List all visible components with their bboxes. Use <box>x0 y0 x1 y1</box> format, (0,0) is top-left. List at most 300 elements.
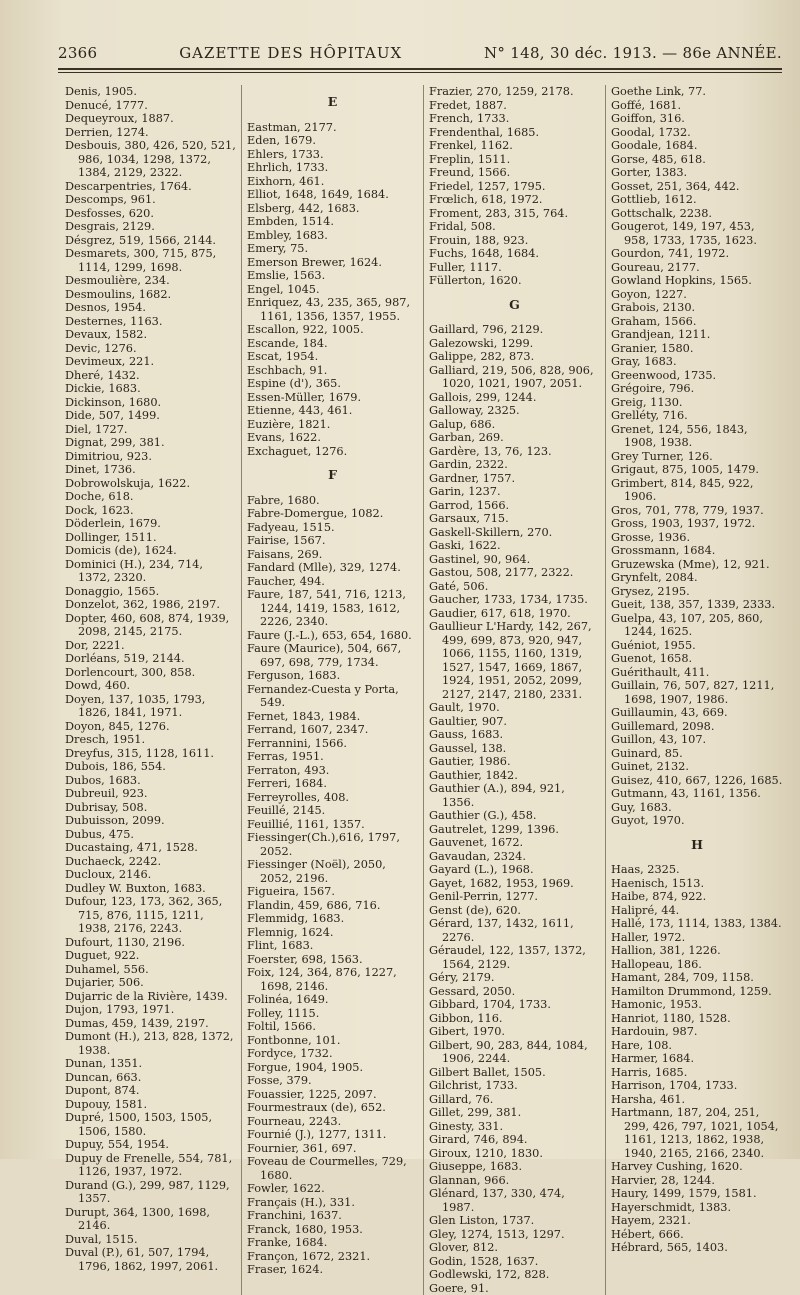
index-entry: Dignat, 299, 381. <box>65 436 236 450</box>
index-entry: Dorléans, 519, 2144. <box>65 652 236 666</box>
index-entry: Donzelot, 362, 1986, 2197. <box>65 598 236 612</box>
index-entry: Frenkel, 1162. <box>429 139 600 153</box>
index-column <box>424 85 606 1295</box>
index-entry: Flint, 1683. <box>247 939 418 953</box>
index-entry: Fournié (J.), 1277, 1311. <box>247 1128 418 1142</box>
index-entry: Embden, 1514. <box>247 215 418 229</box>
index-entry: Gayet, 1682, 1953, 1969. <box>429 877 600 891</box>
index-entry: Desbouis, 380, 426, 520, 521, 986, 1034, 1298, 1372, 1384, 2129, 2322. <box>65 139 236 180</box>
index-entry: Godlewski, 172, 828. <box>429 1268 600 1282</box>
index-entry: Gillard, 76. <box>429 1093 600 1107</box>
index-entry: Gorter, 1383. <box>611 166 783 180</box>
section-letter: H <box>611 838 783 852</box>
index-entry: Hayerschmidt, 1383. <box>611 1201 783 1215</box>
index-entry: Désgrez, 519, 1566, 2144. <box>65 234 236 248</box>
index-entry: Emslie, 1563. <box>247 269 418 283</box>
index-entry: Gourdon, 741, 1972. <box>611 247 783 261</box>
index-entry: Guinet, 2132. <box>611 760 783 774</box>
index-entry: Durupt, 364, 1300, 1698, 2146. <box>65 1206 236 1233</box>
index-entry: Garrod, 1566. <box>429 499 600 513</box>
index-entry: Gilchrist, 1733. <box>429 1079 600 1093</box>
index-entry: Froment, 283, 315, 764. <box>429 207 600 221</box>
index-entry: Essen-Müller, 1679. <box>247 391 418 405</box>
index-entry: Ginesty, 331. <box>429 1120 600 1134</box>
index-entry: Gaudier, 617, 618, 1970. <box>429 607 600 621</box>
index-entry: Grossmann, 1684. <box>611 544 783 558</box>
index-entry: Dufourt, 1130, 2196. <box>65 936 236 950</box>
index-entry: Gibbon, 116. <box>429 1012 600 1026</box>
index-entry: Dominici (H.), 234, 714, 1372, 2320. <box>65 558 236 585</box>
index-entry: Dupré, 1500, 1503, 1505, 1506, 1580. <box>65 1111 236 1138</box>
index-entry: Hartmann, 187, 204, 251, 299, 426, 797, 1021, 1054, 1161, 1213, 1862, 1938, 1940, 2165, 2166, 2340. <box>611 1106 783 1160</box>
index-entry: Godin, 1528, 1637. <box>429 1255 600 1269</box>
index-entry: Dupouy, 1581. <box>65 1098 236 1112</box>
index-entry: Gauss, 1683. <box>429 728 600 742</box>
index-entry: Dinet, 1736. <box>65 463 236 477</box>
index-entry: Gastinel, 90, 964. <box>429 553 600 567</box>
index-entry: Eden, 1679. <box>247 134 418 148</box>
index-entry: Dubrisay, 508. <box>65 801 236 815</box>
index-entry: Gruzewska (Mme), 12, 921. <box>611 558 783 572</box>
index-entry: Grynfelt, 2084. <box>611 571 783 585</box>
index-entry: Espine (d'), 365. <box>247 377 418 391</box>
index-entry: Emery, 75. <box>247 242 418 256</box>
index-entry: Guenot, 1658. <box>611 652 783 666</box>
index-entry: Greig, 1130. <box>611 396 783 410</box>
index-entry: Genil-Perrin, 1277. <box>429 890 600 904</box>
index-entry: Galliard, 219, 506, 828, 906, 1020, 1021, 1907, 2051. <box>429 364 600 391</box>
index-entry: Ferguson, 1683. <box>247 669 418 683</box>
index-entry: Gauthier (G.), 458. <box>429 809 600 823</box>
index-columns <box>60 85 788 1157</box>
index-entry: Glénard, 137, 330, 474, 1987. <box>429 1187 600 1214</box>
index-entry: Gros, 701, 778, 779, 1937. <box>611 504 783 518</box>
index-entry: Dumont (H.), 213, 828, 1372, 1938. <box>65 1030 236 1057</box>
index-entry: Enriquez, 43, 235, 365, 987, 1161, 1356, 1357, 1955. <box>247 296 418 323</box>
index-entry: Fournier, 361, 697. <box>247 1142 418 1156</box>
index-entry: Dowd, 460. <box>65 679 236 693</box>
index-entry: Etienne, 443, 461. <box>247 404 418 418</box>
index-entry: Gardère, 13, 76, 123. <box>429 445 600 459</box>
index-entry: Dorlencourt, 300, 858. <box>65 666 236 680</box>
index-entry: Gottlieb, 1612. <box>611 193 783 207</box>
index-entry: Hamilton Drummond, 1259. <box>611 985 783 999</box>
index-entry: Desmoulière, 234. <box>65 274 236 288</box>
index-entry: Freund, 1566. <box>429 166 600 180</box>
index-entry: Fredet, 1887. <box>429 99 600 113</box>
index-entry: Foveau de Courmelles, 729, 1680. <box>247 1155 418 1182</box>
index-entry: Dollinger, 1511. <box>65 531 236 545</box>
index-entry: Gallois, 299, 1244. <box>429 391 600 405</box>
index-entry: Gosset, 251, 364, 442. <box>611 180 783 194</box>
index-entry: Dubois, 186, 554. <box>65 760 236 774</box>
index-entry: Friedel, 1257, 1795. <box>429 180 600 194</box>
index-entry: Galloway, 2325. <box>429 404 600 418</box>
index-entry: Gardin, 2322. <box>429 458 600 472</box>
index-entry: Guéniot, 1955. <box>611 639 783 653</box>
index-entry: Gauthier, 1842. <box>429 769 600 783</box>
index-entry: Goere, 91. <box>429 1282 600 1295</box>
index-entry: Desnos, 1954. <box>65 301 236 315</box>
index-entry: Fosse, 379. <box>247 1074 418 1088</box>
index-entry: Fuller, 1117. <box>429 261 600 275</box>
index-entry: Gibbard, 1704, 1733. <box>429 998 600 1012</box>
index-entry: Figueira, 1567. <box>247 885 418 899</box>
index-entry: Dobrowolskuja, 1622. <box>65 477 236 491</box>
index-entry: Devimeux, 221. <box>65 355 236 369</box>
index-entry: Goureau, 2177. <box>611 261 783 275</box>
index-entry: Greenwood, 1735. <box>611 369 783 383</box>
index-entry: Faure, 187, 541, 716, 1213, 1244, 1419, 1583, 1612, 2226, 2340. <box>247 588 418 629</box>
index-entry: Ducastaing, 471, 1528. <box>65 841 236 855</box>
index-entry: Escat, 1954. <box>247 350 418 364</box>
index-entry: Harmer, 1684. <box>611 1052 783 1066</box>
issue-info: N° 148, 30 déc. 1913. — 86e ANNÉE. <box>484 44 782 62</box>
index-entry: Gaskell-Skillern, 270. <box>429 526 600 540</box>
index-entry: Doyen, 137, 1035, 1793, 1826, 1841, 1971. <box>65 693 236 720</box>
index-entry: Grégoire, 796. <box>611 382 783 396</box>
index-entry: Fowler, 1622. <box>247 1182 418 1196</box>
index-entry: Ferreri, 1684. <box>247 777 418 791</box>
index-entry: Grelléty, 716. <box>611 409 783 423</box>
index-entry: Gastou, 508, 2177, 2322. <box>429 566 600 580</box>
index-entry: Haury, 1499, 1579, 1581. <box>611 1187 783 1201</box>
index-entry: Desfosses, 620. <box>65 207 236 221</box>
index-entry: Ducloux, 2146. <box>65 868 236 882</box>
index-entry: Grimbert, 814, 845, 922, 1906. <box>611 477 783 504</box>
index-entry: French, 1733. <box>429 112 600 126</box>
index-entry: Eastman, 2177. <box>247 121 418 135</box>
index-entry: Dufour, 123, 173, 362, 365, 715, 876, 1115, 1211, 1938, 2176, 2243. <box>65 895 236 936</box>
index-entry: Dheré, 1432. <box>65 369 236 383</box>
index-entry: Graham, 1566. <box>611 315 783 329</box>
index-entry: Evans, 1622. <box>247 431 418 445</box>
header-double-rule <box>58 68 782 75</box>
index-entry: Frouin, 188, 923. <box>429 234 600 248</box>
index-entry: Dide, 507, 1499. <box>65 409 236 423</box>
index-entry: Escande, 184. <box>247 337 418 351</box>
index-entry: Dickinson, 1680. <box>65 396 236 410</box>
index-entry: Devic, 1276. <box>65 342 236 356</box>
index-entry: Granier, 1580. <box>611 342 783 356</box>
index-entry: Fabre-Domergue, 1082. <box>247 507 418 521</box>
index-entry: Françon, 1672, 2321. <box>247 1250 418 1264</box>
index-entry: Gueit, 138, 357, 1339, 2333. <box>611 598 783 612</box>
index-entry: Foerster, 698, 1563. <box>247 953 418 967</box>
index-entry: Français (H.), 331. <box>247 1196 418 1210</box>
index-entry: Fandard (Mlle), 329, 1274. <box>247 561 418 575</box>
index-entry: Dupont, 874. <box>65 1084 236 1098</box>
index-entry: Gottschalk, 2238. <box>611 207 783 221</box>
index-entry: Goodale, 1684. <box>611 139 783 153</box>
index-entry: Ferrand, 1607, 2347. <box>247 723 418 737</box>
index-entry: Durand (G.), 299, 987, 1129, 1357. <box>65 1179 236 1206</box>
index-entry: Dreyfus, 315, 1128, 1611. <box>65 747 236 761</box>
index-entry: Haibe, 874, 922. <box>611 890 783 904</box>
index-entry: Harvey Cushing, 1620. <box>611 1160 783 1174</box>
index-entry: Gray, 1683. <box>611 355 783 369</box>
index-entry: Guyot, 1970. <box>611 814 783 828</box>
index-entry: Dudley W. Buxton, 1683. <box>65 882 236 896</box>
index-entry: Folley, 1115. <box>247 1007 418 1021</box>
index-entry: Fiessinger(Ch.),616, 1797, 2052. <box>247 831 418 858</box>
index-entry: Glannan, 966. <box>429 1174 600 1188</box>
index-entry: Grenet, 124, 556, 1843, 1908, 1938. <box>611 423 783 450</box>
index-entry: Genst (de), 620. <box>429 904 600 918</box>
index-entry: Ferraton, 493. <box>247 764 418 778</box>
index-entry: Franchini, 1637. <box>247 1209 418 1223</box>
index-entry: Hébrard, 565, 1403. <box>611 1241 783 1255</box>
index-entry: Flemmidg, 1683. <box>247 912 418 926</box>
index-entry: Faisans, 269. <box>247 548 418 562</box>
index-entry: Gautrelet, 1299, 1396. <box>429 823 600 837</box>
index-entry: Gaultier, 907. <box>429 715 600 729</box>
index-entry: Gutmann, 43, 1161, 1356. <box>611 787 783 801</box>
index-entry: Dubreuil, 923. <box>65 787 236 801</box>
index-entry: Grabois, 2130. <box>611 301 783 315</box>
index-entry: Grandjean, 1211. <box>611 328 783 342</box>
index-entry: Guillaumin, 43, 669. <box>611 706 783 720</box>
index-entry: Exchaguet, 1276. <box>247 445 418 459</box>
index-entry: Fridal, 508. <box>429 220 600 234</box>
index-entry: Fiessinger (Noël), 2050, 2052, 2196. <box>247 858 418 885</box>
index-entry: Gault, 1970. <box>429 701 600 715</box>
index-entry: Frœlich, 618, 1972. <box>429 193 600 207</box>
index-entry: Hare, 108. <box>611 1039 783 1053</box>
index-entry: Guillemard, 2098. <box>611 720 783 734</box>
index-entry: Diel, 1727. <box>65 423 236 437</box>
page-number: 2366 <box>58 44 97 62</box>
index-entry: Franck, 1680, 1953. <box>247 1223 418 1237</box>
index-entry: Gross, 1903, 1937, 1972. <box>611 517 783 531</box>
index-entry: Dupuy, 554, 1954. <box>65 1138 236 1152</box>
index-entry: Dubos, 1683. <box>65 774 236 788</box>
index-entry: Eixhorn, 461. <box>247 175 418 189</box>
index-entry: Goodal, 1732. <box>611 126 783 140</box>
index-entry: Flemnig, 1624. <box>247 926 418 940</box>
index-entry: Ferras, 1951. <box>247 750 418 764</box>
index-entry: Gaullieur L'Hardy, 142, 267, 499, 699, 873, 920, 947, 1066, 1155, 1160, 1319, 1527, 1547, 1669, 1867, 1924, 1951, 2052, 2099, 2127, 2147, 2180, 2331. <box>429 620 600 701</box>
section-letter: F <box>247 468 418 482</box>
section-letter: E <box>247 95 418 109</box>
index-entry: Desmarets, 300, 715, 875, 1114, 1299, 1698. <box>65 247 236 274</box>
index-entry: Gley, 1274, 1513, 1297. <box>429 1228 600 1242</box>
index-entry: Goethe Link, 77. <box>611 85 783 99</box>
index-entry: Girard, 746, 894. <box>429 1133 600 1147</box>
index-entry: Fordyce, 1732. <box>247 1047 418 1061</box>
index-entry: Elliot, 1648, 1649, 1684. <box>247 188 418 202</box>
index-entry: Forgue, 1904, 1905. <box>247 1061 418 1075</box>
index-entry: Hallé, 173, 1114, 1383, 1384. <box>611 917 783 931</box>
index-entry: Goyon, 1227. <box>611 288 783 302</box>
index-entry: Gauthier (A.), 894, 921, 1356. <box>429 782 600 809</box>
index-entry: Dubuisson, 2099. <box>65 814 236 828</box>
index-entry: Hanriot, 1180, 1528. <box>611 1012 783 1026</box>
index-entry: Donaggio, 1565. <box>65 585 236 599</box>
index-entry: Fairise, 1567. <box>247 534 418 548</box>
index-entry: Gibert, 1970. <box>429 1025 600 1039</box>
index-entry: Dickie, 1683. <box>65 382 236 396</box>
index-entry: Halipré, 44. <box>611 904 783 918</box>
index-entry: Galippe, 282, 873. <box>429 350 600 364</box>
index-entry: Döderlein, 1679. <box>65 517 236 531</box>
index-entry: Gaski, 1622. <box>429 539 600 553</box>
index-entry: Desternes, 1163. <box>65 315 236 329</box>
section-letter: G <box>429 298 600 312</box>
running-header <box>58 40 782 66</box>
index-entry: Dujarric de la Rivière, 1439. <box>65 990 236 1004</box>
index-entry: Füllerton, 1620. <box>429 274 600 288</box>
index-entry: Dequeyroux, 1887. <box>65 112 236 126</box>
index-entry: Galezowski, 1299. <box>429 337 600 351</box>
index-entry: Fourmestraux (de), 652. <box>247 1101 418 1115</box>
index-entry: Dujon, 1793, 1971. <box>65 1003 236 1017</box>
index-entry: Gavaudan, 2324. <box>429 850 600 864</box>
index-entry: Devaux, 1582. <box>65 328 236 342</box>
index-entry: Frendenthal, 1685. <box>429 126 600 140</box>
index-entry: Gauvenet, 1672. <box>429 836 600 850</box>
index-entry: Fouassier, 1225, 2097. <box>247 1088 418 1102</box>
index-entry: Goffé, 1681. <box>611 99 783 113</box>
index-entry: Flandin, 459, 686, 716. <box>247 899 418 913</box>
index-entry: Doyon, 845, 1276. <box>65 720 236 734</box>
index-entry: Gougerot, 149, 197, 453, 958, 1733, 1735, 1623. <box>611 220 783 247</box>
index-entry: Hardouin, 987. <box>611 1025 783 1039</box>
index-entry: Duguet, 922. <box>65 949 236 963</box>
index-entry: Foix, 124, 364, 876, 1227, 1698, 2146. <box>247 966 418 993</box>
index-entry: Euzière, 1821. <box>247 418 418 432</box>
index-entry: Glover, 812. <box>429 1241 600 1255</box>
index-entry: Dubus, 475. <box>65 828 236 842</box>
index-entry: Foltil, 1566. <box>247 1020 418 1034</box>
index-entry: Faure (J.-L.), 653, 654, 1680. <box>247 629 418 643</box>
index-entry: Haller, 1972. <box>611 931 783 945</box>
index-entry: Garsaux, 715. <box>429 512 600 526</box>
index-entry: Franke, 1684. <box>247 1236 418 1250</box>
index-entry: Goiffon, 316. <box>611 112 783 126</box>
index-entry: Dupuy de Frenelle, 554, 781, 1126, 1937, 1972. <box>65 1152 236 1179</box>
index-entry: Grey Turner, 126. <box>611 450 783 464</box>
index-entry: Hallopeau, 186. <box>611 958 783 972</box>
index-entry: Feuillé, 2145. <box>247 804 418 818</box>
index-entry: Dunan, 1351. <box>65 1057 236 1071</box>
index-entry: Dopter, 460, 608, 874, 1939, 2098, 2145, 2175. <box>65 612 236 639</box>
index-entry: Desmoulins, 1682. <box>65 288 236 302</box>
index-entry: Doche, 618. <box>65 490 236 504</box>
index-entry: Hallion, 381, 1226. <box>611 944 783 958</box>
index-entry: Gilbert Ballet, 1505. <box>429 1066 600 1080</box>
index-entry: Grigaut, 875, 1005, 1479. <box>611 463 783 477</box>
index-entry: Gorse, 485, 618. <box>611 153 783 167</box>
index-entry: Garban, 269. <box>429 431 600 445</box>
index-entry: Fuchs, 1648, 1684. <box>429 247 600 261</box>
index-column <box>242 85 424 1295</box>
index-entry: Galup, 686. <box>429 418 600 432</box>
index-entry: Denucé, 1777. <box>65 99 236 113</box>
index-entry: Fernandez-Cuesta y Porta, 549. <box>247 683 418 710</box>
index-entry: Gautier, 1986. <box>429 755 600 769</box>
index-entry: Fourneau, 2243. <box>247 1115 418 1129</box>
index-entry: Duval (P.), 61, 507, 1794, 1796, 1862, 1997, 2061. <box>65 1246 236 1273</box>
index-entry: Descarpentries, 1764. <box>65 180 236 194</box>
index-entry: Dor, 2221. <box>65 639 236 653</box>
index-entry: Domicis (de), 1624. <box>65 544 236 558</box>
index-entry: Faucher, 494. <box>247 575 418 589</box>
index-entry: Gaucher, 1733, 1734, 1735. <box>429 593 600 607</box>
index-entry: Fontbonne, 101. <box>247 1034 418 1048</box>
index-entry: Freplin, 1511. <box>429 153 600 167</box>
index-entry: Haenisch, 1513. <box>611 877 783 891</box>
index-entry: Gaillard, 796, 2129. <box>429 323 600 337</box>
index-entry: Gérard, 137, 1432, 1611, 2276. <box>429 917 600 944</box>
index-entry: Faure (Maurice), 504, 667, 697, 698, 779, 1734. <box>247 642 418 669</box>
index-entry: Guinard, 85. <box>611 747 783 761</box>
index-entry: Hayem, 2321. <box>611 1214 783 1228</box>
index-entry: Gilbert, 90, 283, 844, 1084, 1906, 2244. <box>429 1039 600 1066</box>
index-entry: Emerson Brewer, 1624. <box>247 256 418 270</box>
index-entry: Fraser, 1624. <box>247 1263 418 1277</box>
index-entry: Géry, 2179. <box>429 971 600 985</box>
index-entry: Feuillié, 1161, 1357. <box>247 818 418 832</box>
index-entry: Dresch, 1951. <box>65 733 236 747</box>
index-entry: Eschbach, 91. <box>247 364 418 378</box>
index-entry: Grosse, 1936. <box>611 531 783 545</box>
index-entry: Guy, 1683. <box>611 801 783 815</box>
index-entry: Duhamel, 556. <box>65 963 236 977</box>
index-entry: Harrison, 1704, 1733. <box>611 1079 783 1093</box>
index-entry: Harvier, 28, 1244. <box>611 1174 783 1188</box>
index-entry: Harris, 1685. <box>611 1066 783 1080</box>
index-entry: Garin, 1237. <box>429 485 600 499</box>
index-entry: Giroux, 1210, 1830. <box>429 1147 600 1161</box>
index-entry: Hamonic, 1953. <box>611 998 783 1012</box>
index-entry: Haas, 2325. <box>611 863 783 877</box>
index-entry: Harsha, 461. <box>611 1093 783 1107</box>
index-entry: Gayard (L.), 1968. <box>429 863 600 877</box>
index-entry: Fernet, 1843, 1984. <box>247 710 418 724</box>
index-entry: Fabre, 1680. <box>247 494 418 508</box>
index-entry: Hébert, 666. <box>611 1228 783 1242</box>
index-entry: Descomps, 961. <box>65 193 236 207</box>
index-entry: Ferrannini, 1566. <box>247 737 418 751</box>
index-entry: Ferreyrolles, 408. <box>247 791 418 805</box>
index-entry: Dock, 1623. <box>65 504 236 518</box>
index-entry: Gardner, 1757. <box>429 472 600 486</box>
index-entry: Gillet, 299, 381. <box>429 1106 600 1120</box>
index-entry: Duchaeck, 2242. <box>65 855 236 869</box>
index-entry: Denis, 1905. <box>65 85 236 99</box>
index-entry: Escallon, 922, 1005. <box>247 323 418 337</box>
index-column <box>606 85 788 1295</box>
index-entry: Hamant, 284, 709, 1158. <box>611 971 783 985</box>
index-entry: Derrien, 1274. <box>65 126 236 140</box>
index-entry: Gessard, 2050. <box>429 985 600 999</box>
index-entry: Engel, 1045. <box>247 283 418 297</box>
index-entry: Guillon, 43, 107. <box>611 733 783 747</box>
index-entry: Embley, 1683. <box>247 229 418 243</box>
index-entry: Duval, 1515. <box>65 1233 236 1247</box>
index-entry: Géraudel, 122, 1357, 1372, 1564, 2129. <box>429 944 600 971</box>
index-entry: Guelpa, 43, 107, 205, 860, 1244, 1625. <box>611 612 783 639</box>
index-entry: Ehrlich, 1733. <box>247 161 418 175</box>
index-entry: Desgrais, 2129. <box>65 220 236 234</box>
index-entry: Dujarier, 506. <box>65 976 236 990</box>
index-entry: Folinéa, 1649. <box>247 993 418 1007</box>
index-entry: Dimitriou, 923. <box>65 450 236 464</box>
index-entry: Duncan, 663. <box>65 1071 236 1085</box>
index-entry: Gaussel, 138. <box>429 742 600 756</box>
index-entry: Elsberg, 442, 1683. <box>247 202 418 216</box>
